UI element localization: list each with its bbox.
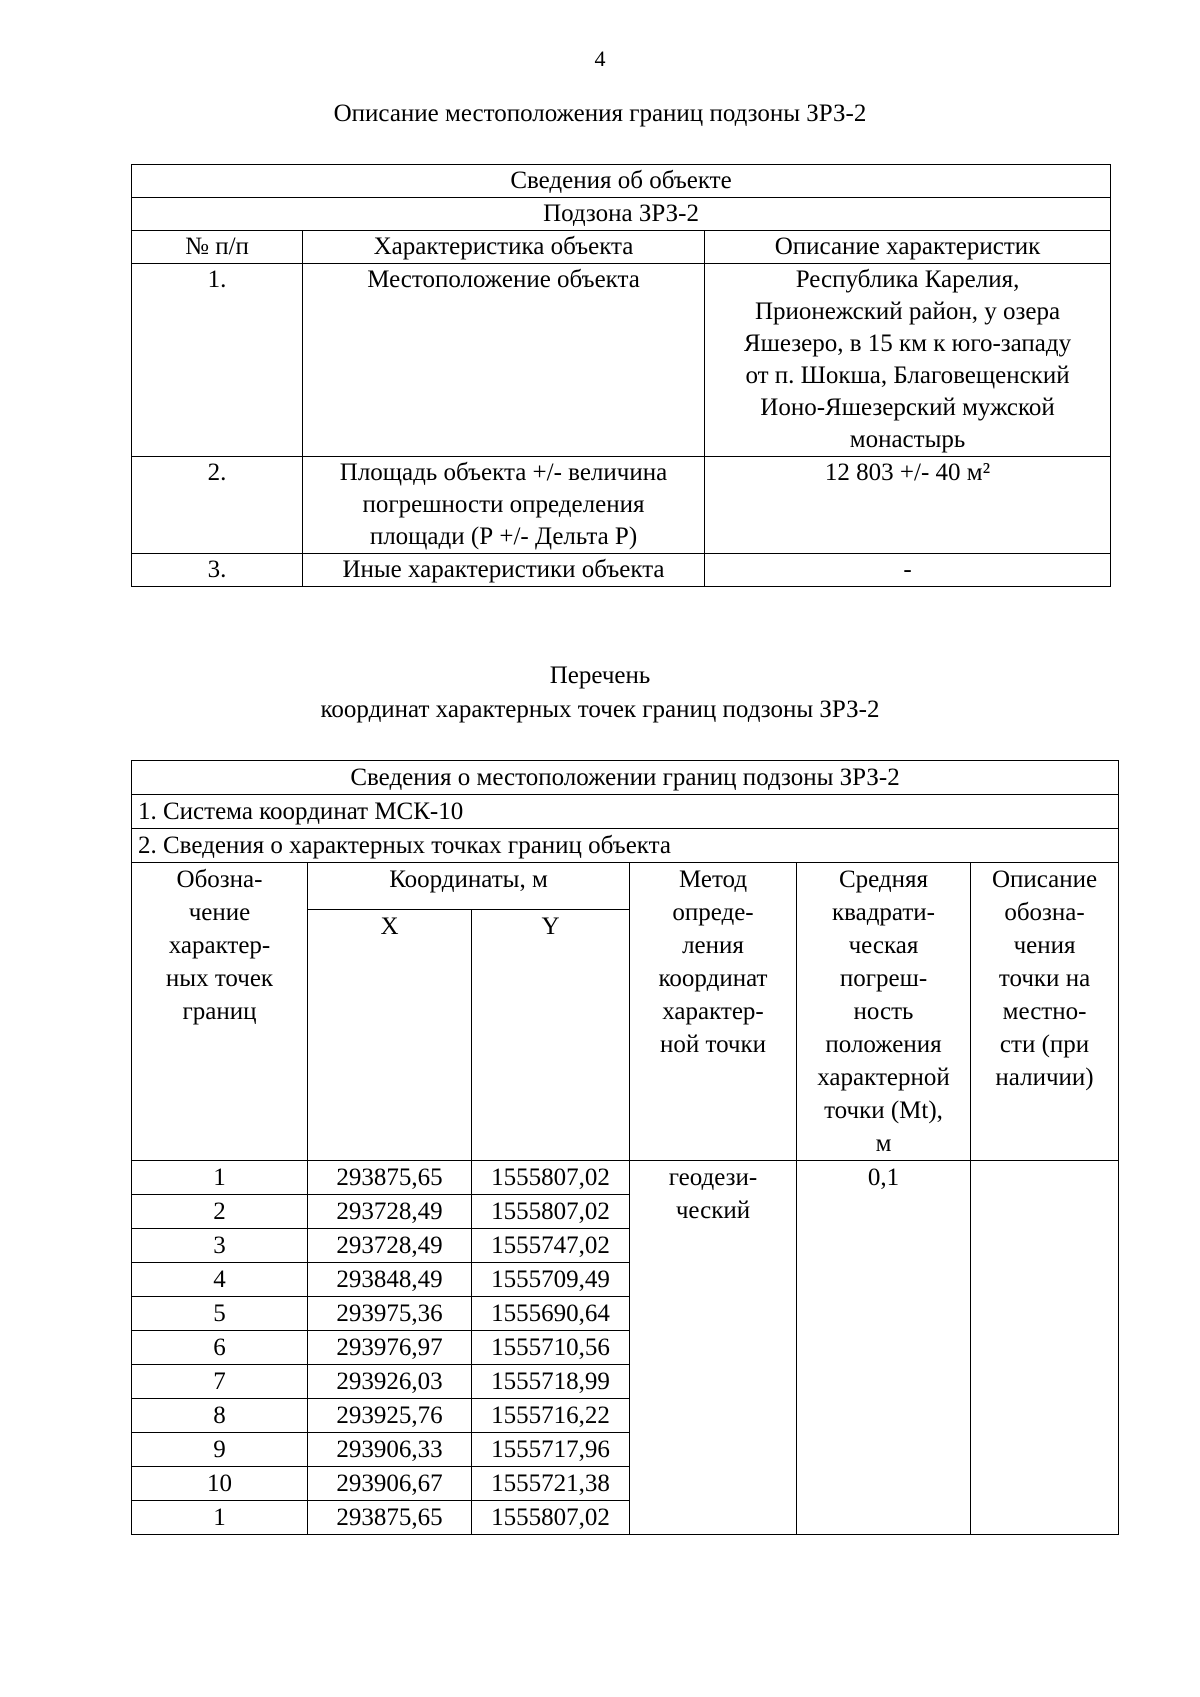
point-x: 293906,33 <box>308 1433 472 1467</box>
point-y: 1555717,96 <box>472 1433 630 1467</box>
point-y: 1555716,22 <box>472 1399 630 1433</box>
row-description: 12 803 +/- 40 м² <box>705 457 1111 554</box>
section-row <box>132 829 1119 863</box>
table-subheader-row <box>132 198 1111 231</box>
point-y: 1555747,02 <box>472 1229 630 1263</box>
section-row <box>132 795 1119 829</box>
list-title-line2: координат характерных точек границ подзоны ЗРЗ-2 <box>320 696 880 723</box>
table-row <box>132 457 1111 554</box>
point-id: 8 <box>132 1399 308 1433</box>
column-header-num: № п/п <box>132 231 303 264</box>
row-characteristic: Площадь объекта +/- величина погрешности определения площади (Р +/- Дельта Р) <box>303 457 705 554</box>
table-row <box>132 264 1111 457</box>
row-characteristic: Иные характеристики объекта <box>303 554 705 587</box>
point-y: 1555709,49 <box>472 1263 630 1297</box>
point-y: 1555807,02 <box>472 1161 630 1195</box>
column-header-error: Средняя квадрати- ческая погреш- ность положения характерной точки (Mt), м <box>797 863 971 1161</box>
point-x: 293728,49 <box>308 1229 472 1263</box>
point-y: 1555807,02 <box>472 1501 630 1535</box>
column-header-row <box>132 863 1119 910</box>
point-x: 293926,03 <box>308 1365 472 1399</box>
table-header: Сведения о местоположении границ подзоны ЗРЗ-2 <box>132 761 1119 795</box>
column-header-coordinates: Координаты, м <box>308 863 630 910</box>
coordinate-system-label: 1. Система координат МСК-10 <box>132 795 1119 829</box>
point-id: 4 <box>132 1263 308 1297</box>
point-description-value <box>971 1161 1119 1535</box>
point-id: 1 <box>132 1161 308 1195</box>
page-number: 4 <box>594 46 606 71</box>
point-id: 5 <box>132 1297 308 1331</box>
point-y: 1555690,64 <box>472 1297 630 1331</box>
method-value: геодези- ческий <box>630 1161 797 1535</box>
column-header-point-description: Описание обозна- чения точки на местно- сти (при наличии) <box>971 863 1119 1161</box>
point-id: 9 <box>132 1433 308 1467</box>
table-row <box>132 554 1111 587</box>
point-x: 293975,36 <box>308 1297 472 1331</box>
point-x: 293875,65 <box>308 1501 472 1535</box>
list-title-line1: Перечень <box>549 662 651 689</box>
table-row <box>132 1161 1119 1195</box>
column-header-description: Описание характеристик <box>705 231 1111 264</box>
table-header: Сведения об объекте <box>132 165 1111 198</box>
point-y: 1555710,56 <box>472 1331 630 1365</box>
point-id: 2 <box>132 1195 308 1229</box>
section-title-description: Описание местоположения границ подзоны ЗРЗ-2 <box>333 100 867 127</box>
point-y: 1555721,38 <box>472 1467 630 1501</box>
point-x: 293848,49 <box>308 1263 472 1297</box>
column-header-y: Y <box>472 910 630 1161</box>
point-id: 6 <box>132 1331 308 1365</box>
object-info-table <box>131 164 1111 587</box>
table-header-row <box>132 761 1119 795</box>
row-characteristic: Местоположение объекта <box>303 264 705 457</box>
column-header-characteristic: Характеристика объекта <box>303 231 705 264</box>
points-section-label: 2. Сведения о характерных точках границ объекта <box>132 829 1119 863</box>
row-number: 2. <box>132 457 303 554</box>
table-header-row <box>132 165 1111 198</box>
error-value: 0,1 <box>797 1161 971 1535</box>
point-x: 293925,76 <box>308 1399 472 1433</box>
row-description: - <box>705 554 1111 587</box>
table-subheader: Подзона ЗРЗ-2 <box>132 198 1111 231</box>
point-x: 293976,97 <box>308 1331 472 1365</box>
column-header-method: Метод опреде- ления координат характер- ной точки <box>630 863 797 1161</box>
point-id: 1 <box>132 1501 308 1535</box>
point-x: 293875,65 <box>308 1161 472 1195</box>
column-header-point: Обозна- чение характер- ных точек границ <box>132 863 308 1161</box>
point-x: 293906,67 <box>308 1467 472 1501</box>
row-number: 1. <box>132 264 303 457</box>
point-y: 1555807,02 <box>472 1195 630 1229</box>
coordinates-table <box>131 760 1119 1535</box>
point-y: 1555718,99 <box>472 1365 630 1399</box>
point-x: 293728,49 <box>308 1195 472 1229</box>
column-header-row <box>132 231 1111 264</box>
point-id: 7 <box>132 1365 308 1399</box>
point-id: 10 <box>132 1467 308 1501</box>
point-id: 3 <box>132 1229 308 1263</box>
row-number: 3. <box>132 554 303 587</box>
row-description: Республика Карелия, Прионежский район, у озера Яшезеро, в 15 км к юго-западу от п. Шокша, Благовещенский Ионо-Яшезерский мужской монастырь <box>705 264 1111 457</box>
column-header-x: X <box>308 910 472 1161</box>
